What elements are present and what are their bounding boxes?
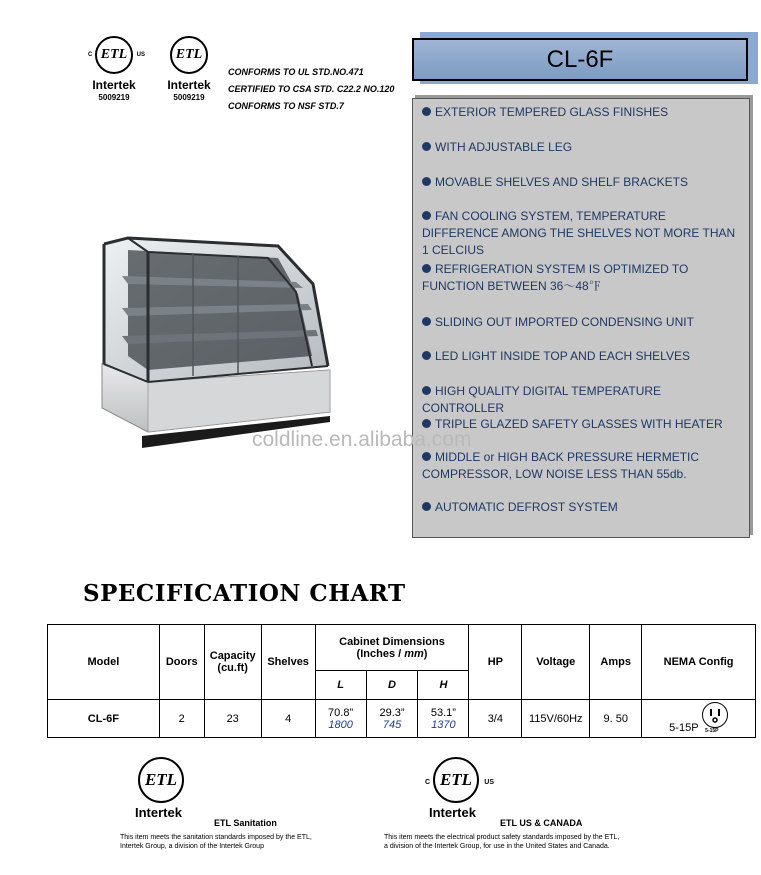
cell-hp: 3/4 [469, 700, 522, 738]
bullet-icon [422, 317, 431, 326]
etl-mark: C ETL US [95, 36, 133, 74]
spec-table [47, 624, 756, 738]
feature-item: AUTOMATIC DEFROST SYSTEM [422, 499, 740, 516]
header-depth: D [366, 671, 418, 700]
header-doors: Doors [159, 625, 204, 700]
feature-item: MIDDLE or HIGH BACK PRESSURE HERMETIC COMPRESSOR, LOW NOISE LESS THAN 55db. [422, 450, 700, 481]
cell-voltage: 115V/60Hz [522, 700, 590, 738]
etl-us-canada-logo: C ETL US Intertek 5009219 [86, 36, 142, 102]
bullet-icon [422, 452, 431, 461]
bullet-icon [422, 264, 431, 273]
display-cabinet-image [98, 236, 338, 458]
header-model: Model [48, 625, 160, 700]
etl-us-canada-bottom-logo: C ETL US [433, 757, 479, 803]
feature-item: TRIPLE GLAZED SAFETY GLASSES WITH HEATER [422, 416, 740, 433]
cell-doors: 2 [159, 700, 204, 738]
bullet-icon [422, 211, 431, 220]
cert-line-csa: CERTIFIED TO CSA STD. C22.2 NO.120 [228, 84, 395, 94]
feature-item: MOVABLE SHELVES AND SHELF BRACKETS [422, 174, 740, 191]
cell-height: 53.1” 1370 [418, 700, 469, 738]
header-capacity: Capacity (cu.ft) [204, 625, 261, 700]
feature-item: SLIDING OUT IMPORTED CONDENSING UNIT [422, 314, 740, 331]
bullet-icon [422, 107, 431, 116]
etl-us-canada-note: This item meets the electrical product safety standards imposed by the ETL, a division of the Intertek Group, for use in the United States and Canada. [384, 834, 620, 850]
cert-line-nsf: CONFORMS TO NSF STD.7 [228, 101, 344, 111]
etl-us-canada-label: ETL US & CANADA [500, 818, 583, 828]
header-hp: HP [469, 625, 522, 700]
header-cabinet-dimensions: Cabinet Dimensions (Inches / mm) [315, 625, 469, 671]
table-header-row [48, 625, 756, 671]
feature-item: EXTERIOR TEMPERED GLASS FINISHES [422, 104, 740, 121]
model-title: CL-6F [412, 38, 748, 81]
etl-sanitation-label: ETL Sanitation [214, 818, 277, 828]
table-row [48, 700, 756, 738]
cert-line-ul: CONFORMS TO UL STD.NO.471 [228, 67, 364, 77]
etl-sanitation-note: This item meets the sanitation standards imposed by the ETL, Intertek Group, a division of the Intertek Group [120, 834, 312, 850]
plug-prongs-icon [703, 703, 727, 727]
feature-item: WITH ADJUSTABLE LEG [422, 139, 740, 156]
features-panel [412, 98, 750, 538]
bullet-icon [422, 177, 431, 186]
etl-sanitation-bottom-logo: ETL [138, 757, 184, 803]
intertek-label: Intertek [429, 805, 476, 820]
etl-sanitation-logo: ETL Intertek 5009219 [161, 36, 217, 102]
header-shelves: Shelves [261, 625, 315, 700]
bullet-icon [422, 419, 431, 428]
cell-amps: 9. 50 [590, 700, 642, 738]
header-voltage: Voltage [522, 625, 590, 700]
intertek-label: Intertek [135, 805, 182, 820]
bullet-icon [422, 142, 431, 151]
bullet-icon [422, 351, 431, 360]
header-height: H [418, 671, 469, 700]
cell-depth: 29.3” 745 [366, 700, 418, 738]
etl-mark: ETL [170, 36, 208, 74]
feature-item: HIGH QUALITY DIGITAL TEMPERATURE CONTROLLER [422, 384, 662, 415]
cell-nema: 5-15P 5-15P [642, 700, 756, 738]
cell-shelves: 4 [261, 700, 315, 738]
header-nema: NEMA Config [642, 625, 756, 700]
bullet-icon [422, 386, 431, 395]
feature-item: LED LIGHT INSIDE TOP AND EACH SHELVES [422, 348, 740, 365]
feature-item: REFRIGERATION SYSTEM IS OPTIMIZED TO FUNCTION BETWEEN 36～48℉ [422, 262, 689, 293]
cell-capacity: 23 [204, 700, 261, 738]
header-amps: Amps [590, 625, 642, 700]
watermark: coldline.en.alibaba.com [252, 428, 472, 451]
bullet-icon [422, 502, 431, 511]
spec-chart-title: SPECIFICATION CHART [83, 580, 406, 607]
header-length: L [315, 671, 366, 700]
feature-item: FAN COOLING SYSTEM, TEMPERATURE DIFFERENCE AMONG THE SHELVES NOT MORE THAN 1 CELCIUS [422, 209, 736, 257]
cell-model: CL-6F [48, 700, 160, 738]
nema-plug-icon [702, 702, 728, 728]
cell-length: 70.8” 1800 [315, 700, 366, 738]
